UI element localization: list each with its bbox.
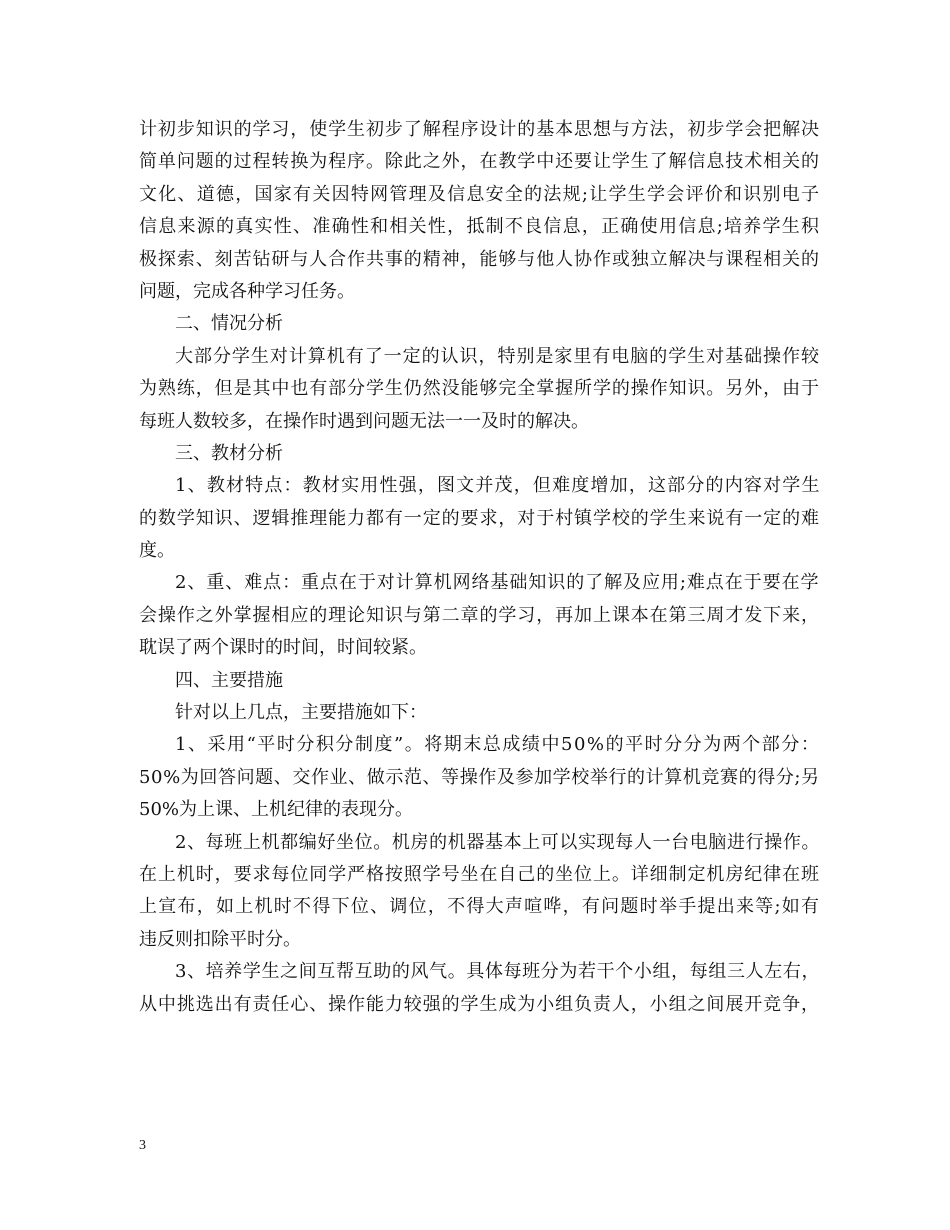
text-line: [139, 308, 819, 340]
text-line-content: 针对以上几点，主要措施如下：: [175, 702, 427, 724]
text-line-content: 文化、道德，国家有关因特网管理及信息安全的法规;让学生学会评价和识别电子: [139, 183, 821, 205]
text-line: [139, 762, 819, 794]
text-line-content: 四、主要措施: [175, 669, 283, 691]
text-line: [139, 665, 819, 697]
text-line: [139, 535, 819, 567]
text-line-content: 50%为上课、上机纪律的表现分。: [139, 799, 414, 821]
text-line-content: 耽误了两个课时的时间，时间较紧。: [139, 637, 427, 659]
text-line: [139, 697, 819, 729]
text-line-content: 的数学知识、逻辑推理能力都有一定的要求，对于村镇学校的学生来说有一定的难: [139, 507, 820, 529]
page-number: 3: [139, 1138, 146, 1153]
text-line-content: 从中挑选出有责任心、操作能力较强的学生成为小组负责人，小组之间展开竞争，: [139, 993, 820, 1015]
text-line: [139, 146, 819, 178]
text-line: [139, 276, 819, 308]
text-line-content: 大部分学生对计算机有了一定的认识，特别是家里有电脑的学生对基础操作较: [175, 345, 820, 367]
text-line: [139, 438, 819, 470]
text-line-content: 1、采用“平时分积分制度”。将期末总成绩中50%的平时分分为两个部分：: [175, 734, 821, 756]
text-line-content: 计初步知识的学习，使学生初步了解程序设计的基本思想与方法，初步学会把解决: [139, 119, 820, 140]
text-line: [139, 406, 819, 438]
text-line-content: 简单问题的过程转换为程序。除此之外，在教学中还要让学生了解信息技术相关的: [139, 151, 820, 173]
text-line-content: 每班人数较多，在操作时遇到问题无法一一及时的解决。: [139, 410, 589, 432]
text-line: [139, 859, 819, 891]
text-line-content: 3、培养学生之间互帮互助的风气。具体每班分为若干个小组，每组三人左右，: [175, 961, 821, 983]
text-line-content: 2、重、难点：重点在于对计算机网络基础知识的了解及应用;难点在于要在学: [175, 572, 820, 594]
text-line-content: 2、每班上机都编好坐位。机房的机器基本上可以实现每人一台电脑进行操作。: [175, 831, 821, 853]
text-line-content: 会操作之外掌握相应的理论知识与第二章的学习，再加上课本在第三周才发下来，: [139, 604, 820, 626]
text-line-content: 信息来源的真实性、准确性和相关性，抵制不良信息，正确使用信息;培养学生积: [139, 216, 821, 238]
text-line: [139, 503, 819, 535]
text-line: [139, 827, 819, 859]
text-line: [139, 794, 819, 826]
text-line: [139, 924, 819, 956]
text-line: [139, 373, 819, 405]
text-line-content: 三、教材分析: [175, 442, 283, 464]
text-line-content: 1、教材特点：教材实用性强，图文并茂，但难度增加，这部分的内容对学生: [175, 475, 821, 497]
text-line: [139, 211, 819, 243]
text-line-content: 上宣布，如上机时不得下位、调位，不得大声喧哗，有问题时举手提出来等;如有: [139, 896, 821, 918]
text-line: [139, 891, 819, 923]
text-line: [139, 244, 819, 276]
text-line: [139, 567, 819, 599]
text-line: [139, 341, 819, 373]
text-line-content: 度。: [139, 540, 175, 562]
text-line-content: 50%为回答问题、交作业、做示范、等操作及参加学校举行的计算机竞赛的得分;另: [139, 766, 820, 788]
text-line-content: 极探索、刻苦钻研与人合作共事的精神，能够与他人协作或独立解决与课程相关的: [139, 248, 820, 270]
text-line: [139, 632, 819, 664]
text-line-content: 二、情况分析: [175, 313, 283, 335]
text-line-content: 问题，完成各种学习任务。: [139, 280, 355, 302]
text-line: [139, 470, 819, 502]
text-line: [139, 989, 819, 1021]
document-body: [139, 114, 819, 1021]
text-line: [139, 179, 819, 211]
text-line: [139, 600, 819, 632]
text-line: [139, 729, 819, 761]
text-line-content: 在上机时，要求每位同学严格按照学号坐在自己的坐位上。详细制定机房纪律在班: [139, 863, 820, 885]
text-line-content: 为熟练，但是其中也有部分学生仍然没能够完全掌握所学的操作知识。另外，由于: [139, 378, 820, 400]
text-line: [139, 114, 819, 146]
text-line-content: 违反则扣除平时分。: [139, 928, 301, 950]
text-line: [139, 956, 819, 988]
